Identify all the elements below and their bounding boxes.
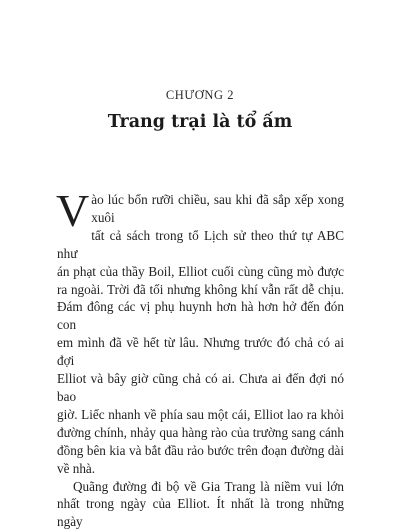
chapter-title: Trang trại là tổ ấm	[0, 112, 400, 132]
text-line: ào lúc bốn rưỡi chiều, sau khi đã sắp xếp xong xuôi	[57, 191, 344, 227]
paragraph-1	[57, 191, 344, 478]
text-line: Elliot và bây giờ cũng chả có ai. Chưa ai đến đợi nó bao	[57, 370, 344, 406]
chapter-number: CHƯƠNG 2	[0, 88, 400, 103]
text-line: đồng bên kia và bắt đầu rảo bước trên đoạn đường dài	[57, 442, 344, 460]
chapter-body	[57, 191, 344, 531]
text-line: án phạt của thầy Boil, Elliot cuối cùng cũng mò được	[57, 263, 344, 281]
text-line: nhất trong ngày của Elliot. Ít nhất là trong những ngày	[57, 495, 344, 531]
text-line: Quãng đường đi bộ về Gia Trang là niềm vui lớn	[57, 478, 344, 496]
text-line: ra ngoài. Trời đã tối nhưng không khí vẫn rất dễ chịu.	[57, 281, 344, 299]
text-line: Đám đông các vị phụ huynh hơn hà hơn hở đến đón con	[57, 298, 344, 334]
text-line: về nhà.	[57, 460, 344, 478]
text-line: tất cả sách trong tổ Lịch sử theo thứ tự ABC như	[57, 227, 344, 263]
text-line: đường chính, nhảy qua hàng rào của trường sang cánh	[57, 424, 344, 442]
drop-cap: V	[56, 191, 89, 228]
text-line: em mình đã về hết từ lâu. Nhưng trước đó chả có ai đợi	[57, 334, 344, 370]
text-line: giờ. Liếc nhanh về phía sau một cái, Elliot lao ra khỏi	[57, 406, 344, 424]
paragraph-2	[57, 478, 344, 531]
